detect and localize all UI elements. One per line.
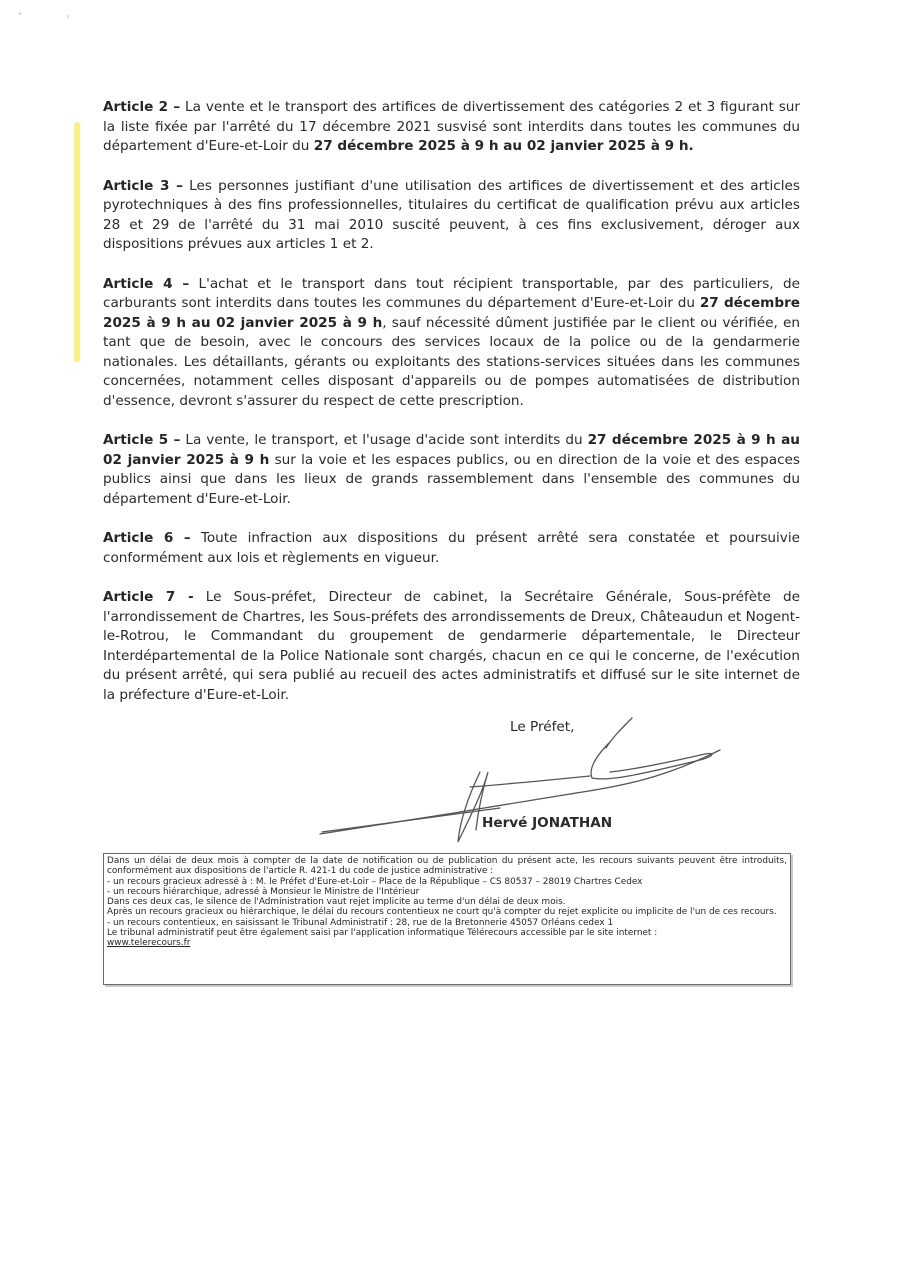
- article-label: Article 2 –: [103, 99, 181, 115]
- appeal-intro: Dans un délai de deux mois à compter de la date de notification ou de publication du présent acte, les recours suivants peuvent être introduits, conformément aux dispositions de l'article R. 421-1 du code de justice administrative :: [107, 856, 787, 877]
- article-label: Article 6 –: [103, 530, 191, 546]
- appeal-telerecours: Le tribunal administratif peut être également saisi par l'application informatique Télérecours accessible par le site internet :: [107, 928, 658, 939]
- appeal-hierarchique: - un recours hiérarchique, adressé à Monsieur le Ministre de l'Intérieur: [107, 886, 420, 897]
- appeal-contentieux: - un recours contentieux, en saisissant le Tribunal Administratif : 28, rue de la Bretonnerie 45057 Orléans cedex 1: [107, 917, 614, 928]
- article-date-range: 27 décembre 2025 à 9 h au 02 janvier 2025 à 9 h: [103, 432, 800, 468]
- article-date-range: 27 décembre 2025 à 9 h au 02 janvier 2025 à 9 h: [103, 295, 800, 331]
- article-text: Toute infraction aux dispositions du présent arrêté sera constatée et poursuivie conformément aux lois et règlements en vigueur.: [103, 530, 800, 566]
- article-label: Article 3 –: [103, 177, 183, 194]
- article-label: Article 7 -: [103, 589, 194, 605]
- article-label: Article 5 –: [103, 432, 181, 448]
- article-4: [103, 275, 800, 412]
- article-2: [103, 98, 800, 157]
- article-text: Le Sous-préfet, Directeur de cabinet, la Secrétaire Générale, Sous-préfète de l'arrondissement de Chartres, les Sous-préfets des arrondissements de Dreux, Châteaudun et Nogent-le-Rotrou, le Commandant du groupement de gendarmerie départementale, le Directeur Interdépartemental de la Police Nationale sont chargés, chacun en ce qui le concerne, de l'exécution du présent arrêté, qui sera publié au recueil des actes administratifs et diffusé sur le site internet de la préfecture d'Eure-et-Loir.: [103, 589, 800, 703]
- appeal-silence: Dans ces deux cas, le silence de l'Administration vaut rejet implicite au terme d'un délai de deux mois.: [107, 897, 566, 908]
- scan-artifact-mark: ": [18, 12, 23, 22]
- article-label: Article 4 –: [103, 275, 190, 292]
- appeal-delay: Après un recours gracieux ou hiérarchique, le délai du recours contentieux ne court qu'à compter du rejet explicite ou implicite de l'un de ces recours.: [107, 907, 777, 918]
- article-text: , sauf nécessité dûment justifiée par le client ou vérifiée, en tant que de besoin, avec le concours des services locaux de la police ou de la gendarmerie nationales. Les détaillants, gérants ou exploitants des stations-services situées dans les communes concernées, notamment celles disposant d'appareils ou de pompes automatisées de distribution d'essence, devront s'assurer du respect de cette prescription.: [103, 314, 800, 409]
- article-text: La vente et le transport des artifices de divertissement des catégories 2 et 3 figurant sur la liste fixée par l'arrêté du 17 décembre 2021 susvisé sont interdits dans toutes les communes du département d'Eure-et-Loir du: [103, 99, 801, 154]
- article-text: sur la voie et les espaces publics, ou en direction de la voie et des espaces publics ainsi que dans les lieux de grands rassemblement dans l'ensemble des communes du département d'Eure-et-Loir.: [103, 451, 800, 507]
- handwritten-signature: [310, 712, 730, 852]
- highlighter-mark: [74, 122, 80, 362]
- scan-artifact-mark: ›: [66, 12, 70, 22]
- article-text: L'achat et le transport dans tout récipient transportable, par des particuliers, de carburants sont interdits dans toutes les communes du département d'Eure-et-Loir du: [103, 275, 800, 311]
- article-text: La vente, le transport, et l'usage d'acide sont interdits du: [180, 432, 588, 448]
- article-6: [103, 529, 800, 568]
- signatory-name: Hervé JONATHAN: [482, 815, 613, 831]
- article-7: [103, 588, 800, 705]
- telerecours-link[interactable]: www.telerecours.fr: [107, 938, 191, 949]
- signature-title: Le Préfet,: [510, 719, 575, 735]
- article-text: Les personnes justifiant d'une utilisation des artifices de divertissement et des articles pyrotechniques à des fins professionnelles, titulaires du certificat de qualification prévu aux articles 28 et 29 de l'arrêté du 31 mai 2010 suscité peuvent, à ces fins exclusivement, déroger aux dispositions prévues aux articles 1 et 2.: [103, 177, 800, 252]
- appeal-gracieux: - un recours gracieux adressé à : M. le Préfet d'Eure-et-Loir – Place de la République – CS 80537 – 28019 Chartres Cedex: [107, 876, 643, 887]
- article-date-range: 27 décembre 2025 à 9 h au 02 janvier 2025 à 9 h.: [313, 138, 694, 154]
- articles-section: [103, 98, 800, 725]
- article-5: [103, 431, 800, 509]
- article-3: [103, 177, 800, 255]
- appeal-notice-box: [103, 853, 791, 985]
